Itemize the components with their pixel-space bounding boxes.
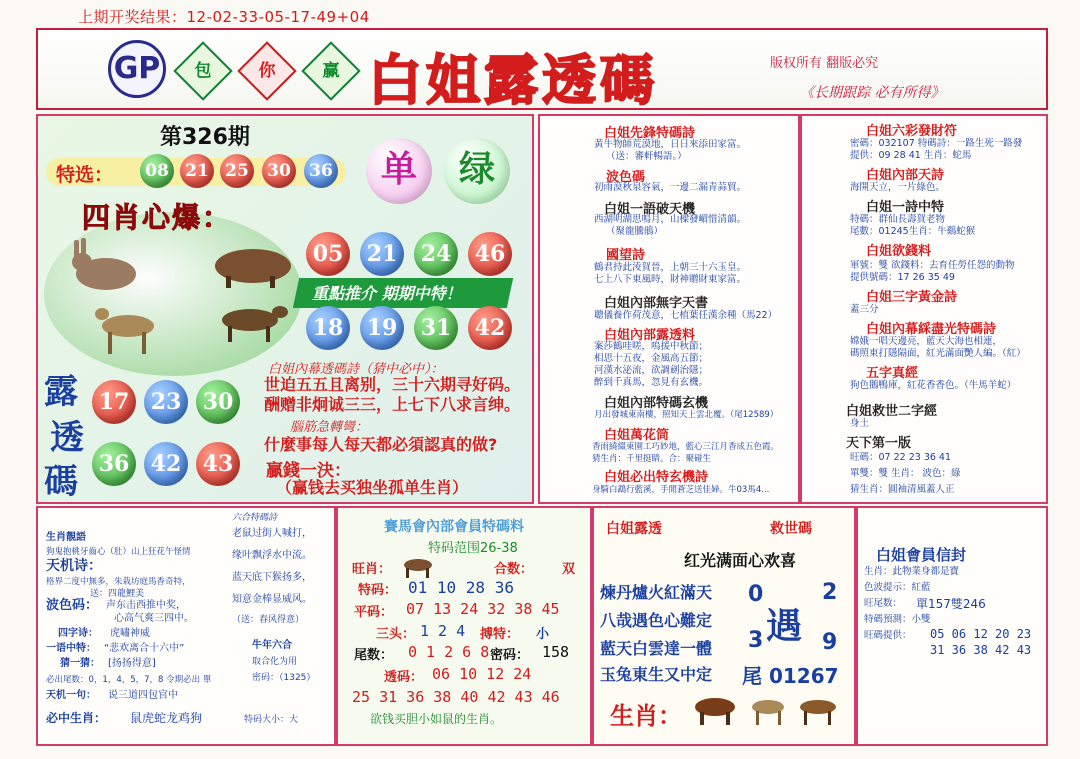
ying-text: 赢 [322, 61, 340, 81]
section-title: 國望詩 [606, 248, 646, 263]
wei-label: 尾数： [354, 648, 394, 663]
win-label: 贏錢一決： [266, 461, 351, 481]
dan-badge: 单 [366, 138, 432, 204]
he-label: 合数： [494, 562, 534, 577]
section-title: 白姐三字黃金詩 [866, 290, 958, 305]
poem-line: 八哉遇色心難定 [600, 611, 713, 630]
text-line: 送：四龍鯉美 [90, 589, 145, 599]
text-line: 必出尾数：0，1，4，5，7，8 令期必出 單 [46, 675, 212, 685]
sx-label: 生肖： [610, 702, 682, 730]
poem-line: 知意金棒显威风。 [232, 594, 312, 605]
wei-value: 0 1 2 6 8 [408, 643, 490, 661]
num-2: 2 [822, 580, 838, 605]
section-title: 白姐內幕綵盡光特碼詩 [866, 322, 997, 337]
four-number-ball: 05 [306, 232, 350, 276]
four-number-ball: 21 [360, 232, 404, 276]
section-body: 碼照東打隱隔面，紅光滿面艷人編。（紅） [850, 348, 1026, 359]
wang-label: 旺肖： [352, 562, 392, 577]
tou-char: 透 [50, 418, 84, 458]
te-number-ball: 36 [304, 154, 338, 188]
text-line: 格界二度中無多，朱栽坊庭馬香奇特， [46, 577, 191, 587]
text-line: 鼠虎蛇龙鸡狗 [130, 711, 203, 725]
section-body: 旺碼：07 22 23 36 41 [850, 452, 952, 463]
section-body: 河漢水泌流，欲調劍治隱； [594, 365, 709, 376]
text-line: 猜一猜： [60, 658, 100, 669]
section-body: 七上八下東風時，財神贈財東家富。 [594, 274, 747, 285]
yu-char: 遇 [766, 606, 803, 647]
section-body: 單雙：雙 生肖： 波色：綠 [850, 468, 961, 479]
text-line: [扬扬得意] [108, 658, 156, 669]
number-row: 31 36 38 42 43 [930, 643, 1032, 657]
section-title: 白姐六彩發財符 [866, 124, 958, 139]
lutou-number-ball: 43 [196, 442, 240, 486]
copyright-text: 版权所有 翻版必究 [770, 56, 879, 71]
text-line: 旺碼提供： [864, 630, 912, 641]
poem-line: 世迫五五且离别，三十六期寻好码。 [264, 375, 521, 394]
section-body: 尾數：01245生肖：牛鷄蛇猴 [850, 226, 976, 237]
num-9: 9 [822, 630, 838, 655]
section-body: 猜生肖：圓袖清風蓋人正 [850, 484, 955, 495]
he-value: 双 [562, 562, 576, 577]
box-title: 白姐會員信封 [876, 546, 967, 564]
bo-value: 小 [536, 627, 550, 642]
riddle-text: 什麼事每人每天都必須認真的做? [264, 435, 498, 454]
section-title: 白姐一語破天機 [604, 202, 696, 217]
section-body: 軍號：雙 欲錢料：去育任勞任怨的動物 [850, 260, 1015, 271]
section-body: 黃牛物師荒漠地，日日來添田家富。 [594, 139, 747, 150]
subtitle: 红光满面心欢喜 [684, 551, 797, 570]
cow-icon [690, 692, 740, 726]
section-title: 五字真經 [866, 366, 919, 381]
section-body: 身騎白鵡行藍溪，手閒蒼芝送佳婦。牛03馬4... [592, 485, 770, 495]
section-body: 提供號碼：17 26 35 49 [850, 272, 955, 283]
poem-line: 藍天白雲達一體 [600, 639, 713, 658]
text-line: 必中生肖： [46, 711, 107, 725]
riddle-label: 腦筋急轉彎： [290, 420, 369, 435]
dog-icon [210, 296, 290, 346]
head-left: 白姐露透 [606, 521, 662, 537]
box-title: 賽馬會內部會員特碼料 [384, 519, 524, 535]
issue-number: 第326期 [160, 125, 250, 150]
te-number-ball: 30 [262, 154, 296, 188]
ni-text: 你 [258, 61, 276, 81]
section-title: 白姐先鋒特碼詩 [604, 126, 696, 141]
num-3: 3 [748, 628, 764, 653]
text-line: 生肖靚語 [46, 532, 86, 543]
mi-label: 密码： [490, 648, 530, 663]
text-line: 天机诗： [46, 558, 102, 574]
section-body: 香雨繞綴東園工巧妙地，藍心三江月香成五色霞。 [592, 442, 780, 452]
lutou-number-ball: 42 [144, 442, 188, 486]
slogan-text: 《长期跟踪 必有所得》 [800, 85, 945, 101]
win-text: （赢钱去买独坐孤单生肖） [276, 478, 469, 497]
section-title: 白姐內部無字天書 [604, 296, 709, 311]
num-0: 0 [748, 582, 764, 607]
section-body: （送：審軒暢語。） [606, 151, 687, 162]
section-title: 白姐內部露透料 [604, 328, 696, 343]
text-line: 生肖：此物業身都是寶 [864, 566, 960, 577]
text-line: 色波提示：紅藍 [864, 582, 931, 593]
section-body: 海開天立，一片綠色。 [850, 182, 946, 193]
section-body: 密碼：032107 特碼詩：一路生死一路發 [850, 138, 1023, 149]
text-line: 天机一句： [46, 690, 96, 701]
section-body: 聰儀養作荷茂意，七植葉任漢余種（馬22） [594, 310, 778, 321]
four-number-ball: 18 [306, 306, 350, 350]
sixiao-title: 四肖心爆： [82, 201, 233, 234]
section-title: 白姐萬花筒 [604, 428, 670, 443]
poem-line: 煉丹爐火紅滿天 [600, 583, 713, 602]
four-number-ball: 31 [414, 306, 458, 350]
footer-text: 欲钱买胆小如鼠的生肖。 [370, 712, 503, 726]
number-row: 25 31 36 38 40 42 43 46 [352, 688, 560, 706]
text-line: “悲欢离合十六中” [104, 643, 185, 654]
text-line: 牛年六合 [252, 640, 292, 651]
san-value: 1 2 4 [420, 622, 466, 640]
ma-char: 碼 [44, 462, 78, 502]
text-line: 六合特碼詩 [232, 513, 278, 523]
horse-icon [794, 692, 842, 726]
section-body: 月出發城東南樓，照知天上雲北覆。（尾12589） [594, 410, 779, 420]
mi-value: 158 [542, 643, 570, 661]
ping-value: 07 13 24 32 38 45 [406, 600, 560, 618]
section-title: 波色碼 [606, 170, 646, 185]
section-body: 蓋三分 [850, 304, 879, 315]
text-line: 心高气爽三四中。 [114, 613, 194, 624]
four-number-ball: 46 [468, 232, 512, 276]
te-value: 01 10 28 36 [408, 578, 514, 597]
te-number-ball: 21 [180, 154, 214, 188]
tou-value: 06 10 12 24 [432, 665, 532, 683]
rabbit-icon [66, 236, 146, 296]
pig-icon [208, 240, 298, 290]
section-title: 天下第一版 [846, 436, 912, 451]
section-body: 狗色鵝鴨庫，紅花香香色。（牛馬羊蛇） [850, 380, 1017, 391]
poem-title: 白姐內幕透碼詩（猜中必中）： [268, 362, 444, 377]
lutou-number-ball: 17 [92, 380, 136, 424]
text-line: 一语中特： [46, 643, 96, 654]
horse-icon [398, 552, 438, 578]
text-line: 取合化为用 [252, 657, 298, 667]
san-label: 三头： [376, 627, 416, 642]
head-right: 救世碼 [770, 521, 812, 537]
poem-line: 缘叶飘浮水中流。 [232, 550, 312, 561]
bo-label: 搏特： [480, 627, 520, 642]
section-body: 初雨漠秋泉容氣，一邊二漏青蒜貿。 [594, 182, 747, 193]
section-body: 身土 [850, 418, 870, 429]
poem-line: 酬赠非炯诚三三，上七下八求言绅。 [264, 395, 521, 414]
deer-icon [90, 296, 160, 356]
section-body: 案莎鶴哇嗟，嗚援中秋節； [594, 341, 709, 352]
section-title: 白姐欲錢料 [866, 244, 932, 259]
section-title: 白姐內部天詩 [866, 168, 945, 183]
lutou-number-ball: 23 [144, 380, 188, 424]
te-label: 特选： [56, 164, 114, 186]
section-body: 提供：09 28 41 生肖：蛇馬 [850, 150, 972, 161]
number-row: 05 06 12 20 23 [930, 627, 1032, 641]
ribbon-text: 重點推介 期期中特！ [312, 284, 462, 303]
poem-line: （送：春风得意） [232, 615, 305, 625]
lutou-number-ball: 36 [92, 442, 136, 486]
bao-text: 包 [194, 61, 212, 81]
section-title: 白姐內部特碼玄機 [604, 396, 709, 411]
text-line: 狗鬼抱桃牙齒心（肚）山上狂花午怪情 [46, 547, 191, 557]
lu-char: 露 [44, 372, 78, 412]
lv-badge: 绿 [444, 138, 510, 204]
lutou-number-ball: 30 [196, 380, 240, 424]
text-line: 虎嘯神威 [110, 628, 150, 639]
four-number-ball: 42 [468, 306, 512, 350]
text-line: 声东击西推中奖， [106, 600, 186, 611]
deer-icon [746, 692, 790, 726]
section-body: 醉到千真馬，忽見有玄機。 [594, 377, 709, 388]
section-title: 白姐必出特玄機詩 [604, 470, 709, 485]
text-line: 密码：（1325） [252, 673, 316, 683]
poem-line: 蓝天底下猴扬多， [232, 572, 312, 583]
logo-icon: GP [108, 40, 166, 98]
page-title: 白姐露透碼 [368, 49, 658, 112]
four-number-ball: 19 [360, 306, 404, 350]
text-line: 四字诗： [58, 628, 98, 639]
poem-line: 老鼠过街人喊打， [232, 528, 312, 539]
section-body: 西湖明湖思嗚月，山樑發嵋惜清韻。 [594, 214, 747, 225]
section-body: 鶴君持此淩賀晉，上朝三十六玉皇。 [594, 262, 747, 273]
section-body: 特碼：群仙長壽賀老物 [850, 214, 946, 225]
four-number-ball: 24 [414, 232, 458, 276]
te-label: 特码： [358, 583, 398, 598]
section-body: （聚龍騰鵑） [606, 226, 664, 237]
wei-value: 單157雙246 [916, 597, 986, 611]
tou-label: 透码： [384, 670, 424, 685]
text-line: 特码大小：大 [244, 715, 299, 725]
text-line: 说三道四包官中 [108, 690, 178, 701]
te-number-ball: 08 [140, 154, 174, 188]
text-line: 特碼預測：小雙 [864, 614, 931, 625]
te-number-ball: 25 [220, 154, 254, 188]
section-body: 嫦娥一唱天邊亮，藍天大海也相連， [850, 336, 1003, 347]
text-line: 旺尾数： [864, 598, 903, 609]
section-body: 猜生肖：千里挺睛。合：聚碰生 [592, 454, 712, 464]
ping-label: 平码： [354, 605, 394, 620]
text-line: 波色码： [46, 598, 99, 613]
range-text: 特码范围26-38 [428, 541, 518, 556]
last-draw-result: 上期开奖结果：12-02-33-05-17-49+04 [78, 8, 370, 26]
section-title: 白姐一詩中特 [866, 200, 945, 215]
wei-text: 尾 01267 [742, 664, 839, 688]
section-body: 相思十五夜，金風高五節； [594, 353, 709, 364]
bottom-right-panel [856, 506, 1048, 746]
section-title: 白姐救世二字經 [846, 404, 938, 419]
poem-line: 玉兔東生又中定 [600, 665, 713, 684]
